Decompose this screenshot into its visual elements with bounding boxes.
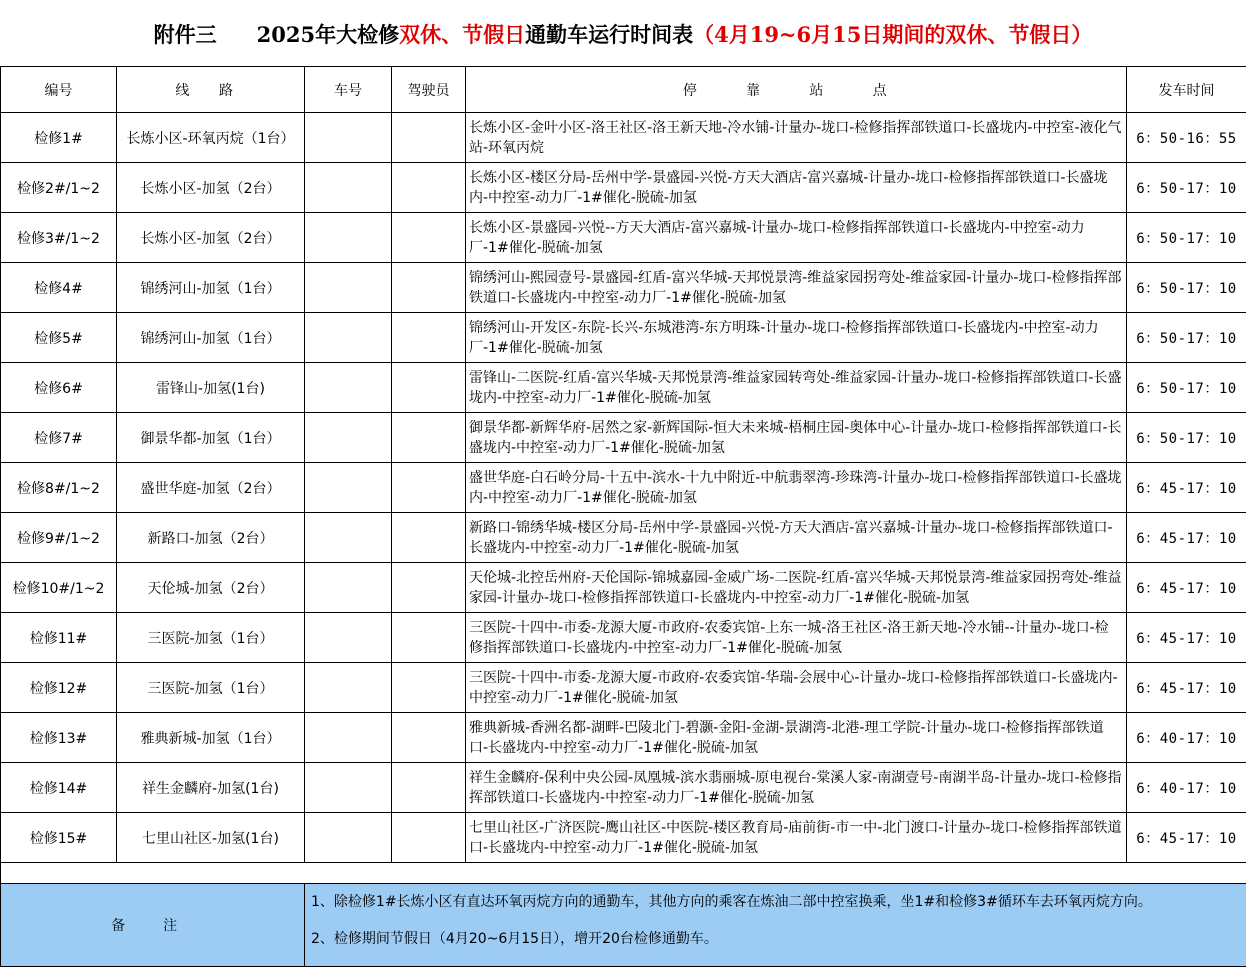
cell-driver (392, 613, 466, 663)
cell-stops: 长炼小区-金叶小区-洛王社区-洛王新天地-冷水铺-计量办-垅口-检修指挥部铁道口-长盛垅内-中控室-液化气站-环氧丙烷 (466, 113, 1127, 163)
cell-car (305, 163, 392, 213)
spacer-row (1, 863, 1246, 884)
cell-stops: 御景华都-新辉华府-居然之家-新辉国际-恒大未来城-梧桐庄园-奥体中心-计量办-垅口-检修指挥部铁道口-长盛垅内-中控室-动力厂-1#催化-脱硫-加氢 (466, 413, 1127, 463)
table-row (1, 213, 1246, 263)
cell-car (305, 663, 392, 713)
cell-time: 6：50-17：10 (1127, 163, 1246, 213)
table-row (1, 763, 1246, 813)
cell-route: 三医院-加氢（1台） (117, 613, 305, 663)
cell-driver (392, 813, 466, 863)
cell-driver (392, 763, 466, 813)
title-part4-red: （4月19~6月15日期间的双休、节假日） (693, 22, 1092, 47)
cell-no: 检修9#/1~2 (1, 513, 117, 563)
schedule-table (0, 66, 1246, 967)
header-route: 线 路 (117, 67, 305, 113)
cell-car (305, 813, 392, 863)
cell-route: 长炼小区-加氢（2台） (117, 213, 305, 263)
cell-no: 检修2#/1~2 (1, 163, 117, 213)
table-row (1, 813, 1246, 863)
table-row (1, 263, 1246, 313)
cell-no: 检修13# (1, 713, 117, 763)
cell-driver (392, 563, 466, 613)
cell-car (305, 563, 392, 613)
cell-no: 检修3#/1~2 (1, 213, 117, 263)
cell-route: 雅典新城-加氢（1台） (117, 713, 305, 763)
cell-stops: 新路口-锦绣华城-楼区分局-岳州中学-景盛园-兴悦-方天大酒店-富兴嘉城-计量办-垅口-检修指挥部铁道口-长盛垅内-中控室-动力厂-1#催化-脱硫-加氢 (466, 513, 1127, 563)
cell-car (305, 313, 392, 363)
cell-stops: 雷锋山-二医院-红盾-富兴华城-天邦悦景湾-维益家园转弯处-维益家园-计量办-垅口-检修指挥部铁道口-长盛垅内-中控室-动力厂-1#催化-脱硫-加氢 (466, 363, 1127, 413)
cell-stops: 三医院-十四中-市委-龙源大厦-市政府-农委宾馆-上东一城-洛王社区-洛王新天地-冷水铺--计量办-垅口-检修指挥部铁道口-长盛垅内-中控室-动力厂-1#催化-脱硫-加氢 (466, 613, 1127, 663)
table-row (1, 513, 1246, 563)
header-row (1, 67, 1246, 113)
cell-car (305, 613, 392, 663)
cell-driver (392, 313, 466, 363)
cell-no: 检修5# (1, 313, 117, 363)
cell-route: 锦绣河山-加氢（1台） (117, 313, 305, 363)
cell-car (305, 363, 392, 413)
cell-driver (392, 363, 466, 413)
header-car: 车号 (305, 67, 392, 113)
title-part1: 2025年大检修 (257, 22, 399, 47)
notes-content (305, 884, 1246, 967)
notes-label: 备 注 (1, 884, 305, 967)
table-row (1, 113, 1246, 163)
header-time: 发车时间 (1127, 67, 1246, 113)
cell-no: 检修15# (1, 813, 117, 863)
table-row (1, 313, 1246, 363)
cell-driver (392, 213, 466, 263)
table-row (1, 663, 1246, 713)
cell-car (305, 763, 392, 813)
cell-route: 雷锋山-加氢(1台) (117, 363, 305, 413)
cell-route: 长炼小区-加氢（2台） (117, 163, 305, 213)
table-row (1, 613, 1246, 663)
cell-driver (392, 663, 466, 713)
cell-time: 6：45-17：10 (1127, 563, 1246, 613)
cell-time: 6：40-17：10 (1127, 763, 1246, 813)
cell-driver (392, 113, 466, 163)
cell-time: 6：50-17：10 (1127, 213, 1246, 263)
cell-stops: 锦绣河山-熙园壹号-景盛园-红盾-富兴华城-天邦悦景湾-维益家园拐弯处-维益家园-计量办-垅口-检修指挥部铁道口-长盛垅内-中控室-动力厂-1#催化-脱硫-加氢 (466, 263, 1127, 313)
cell-driver (392, 163, 466, 213)
cell-stops: 锦绣河山-开发区-东院-长兴-东城港湾-东方明珠-计量办-垅口-检修指挥部铁道口-长盛垅内-中控室-动力厂-1#催化-脱硫-加氢 (466, 313, 1127, 363)
title-prefix: 附件三 (154, 22, 217, 47)
table-row (1, 713, 1246, 763)
cell-time: 6：45-17：10 (1127, 663, 1246, 713)
cell-route: 天伦城-加氢（2台） (117, 563, 305, 613)
cell-car (305, 213, 392, 263)
cell-route: 长炼小区-环氧丙烷（1台） (117, 113, 305, 163)
cell-car (305, 513, 392, 563)
cell-no: 检修7# (1, 413, 117, 463)
cell-time: 6：40-17：10 (1127, 713, 1246, 763)
cell-time: 6：50-17：10 (1127, 413, 1246, 463)
cell-no: 检修10#/1~2 (1, 563, 117, 613)
cell-driver (392, 513, 466, 563)
cell-no: 检修8#/1~2 (1, 463, 117, 513)
cell-route: 七里山社区-加氢(1台) (117, 813, 305, 863)
table-row (1, 563, 1246, 613)
cell-driver (392, 463, 466, 513)
cell-route: 御景华都-加氢（1台） (117, 413, 305, 463)
cell-driver (392, 263, 466, 313)
cell-route: 三医院-加氢（1台） (117, 663, 305, 713)
cell-no: 检修12# (1, 663, 117, 713)
cell-stops: 长炼小区-楼区分局-岳州中学-景盛园-兴悦-方天大酒店-富兴嘉城-计量办-垅口-检修指挥部铁道口-长盛垅内-中控室-动力厂-1#催化-脱硫-加氢 (466, 163, 1127, 213)
page-title (0, 0, 1246, 66)
cell-no: 检修6# (1, 363, 117, 413)
cell-driver (392, 713, 466, 763)
cell-stops: 天伦城-北控岳州府-天伦国际-锦城嘉园-金威广场-二医院-红盾-富兴华城-天邦悦景湾-维益家园拐弯处-维益家园-计量办-垅口-检修指挥部铁道口-长盛垅内-中控室-动力厂-1#催化-脱硫-加氢 (466, 563, 1127, 613)
cell-time: 6：50-17：10 (1127, 313, 1246, 363)
cell-route: 新路口-加氢（2台） (117, 513, 305, 563)
cell-car (305, 713, 392, 763)
table-row (1, 363, 1246, 413)
cell-no: 检修1# (1, 113, 117, 163)
header-stops: 停 靠 站 点 (466, 67, 1127, 113)
cell-time: 6：50-17：10 (1127, 363, 1246, 413)
cell-car (305, 263, 392, 313)
title-part3: 通勤车运行时间表 (525, 22, 693, 47)
notes-row (1, 884, 1246, 967)
cell-stops: 雅典新城-香洲名都-湖畔-巴陵北门-碧灏-金阳-金湖-景湖湾-北港-理工学院-计量办-垅口-检修指挥部铁道口-长盛垅内-中控室-动力厂-1#催化-脱硫-加氢 (466, 713, 1127, 763)
header-no: 编号 (1, 67, 117, 113)
note-line: 2、检修期间节假日（4月20~6月15日），增开20台检修通勤车。 (311, 929, 1242, 966)
cell-no: 检修4# (1, 263, 117, 313)
table-row (1, 463, 1246, 513)
cell-route: 祥生金麟府-加氢(1台) (117, 763, 305, 813)
cell-stops: 盛世华庭-白石岭分局-十五中-滨水-十九中附近-中航翡翠湾-珍珠湾-计量办-垅口-检修指挥部铁道口-长盛垅内-中控室-动力厂-1#催化-脱硫-加氢 (466, 463, 1127, 513)
cell-car (305, 113, 392, 163)
cell-driver (392, 413, 466, 463)
table-row (1, 163, 1246, 213)
cell-time: 6：45-17：10 (1127, 463, 1246, 513)
cell-time: 6：50-17：10 (1127, 263, 1246, 313)
cell-route: 盛世华庭-加氢（2台） (117, 463, 305, 513)
cell-no: 检修11# (1, 613, 117, 663)
header-driver: 驾驶员 (392, 67, 466, 113)
cell-time: 6：45-17：10 (1127, 513, 1246, 563)
note-line: 1、除检修1#长炼小区有直达环氧丙烷方向的通勤车，其他方向的乘客在炼油二部中控室换乘，坐1#和检修3#循环车去环氧丙烷方向。 (311, 892, 1242, 929)
cell-time: 6：45-17：10 (1127, 613, 1246, 663)
cell-stops: 三医院-十四中-市委-龙源大厦-市政府-农委宾馆-华瑞-会展中心-计量办-垅口-检修指挥部铁道口-长盛垅内-中控室-动力厂-1#催化-脱硫-加氢 (466, 663, 1127, 713)
table-row (1, 413, 1246, 463)
cell-stops: 祥生金麟府-保利中央公园-凤凰城-滨水翡丽城-原电视台-棠溪人家-南湖壹号-南湖半岛-计量办-垅口-检修指挥部铁道口-长盛垅内-中控室-动力厂-1#催化-脱硫-加氢 (466, 763, 1127, 813)
cell-car (305, 413, 392, 463)
title-part2-red: 双休、节假日 (399, 22, 525, 47)
cell-car (305, 463, 392, 513)
cell-stops: 七里山社区-广济医院-鹰山社区-中医院-楼区教育局-庙前街-市一中-北门渡口-计量办-垅口-检修指挥部铁道口-长盛垅内-中控室-动力厂-1#催化-脱硫-加氢 (466, 813, 1127, 863)
cell-time: 6：45-17：10 (1127, 813, 1246, 863)
cell-time: 6：50-16：55 (1127, 113, 1246, 163)
cell-stops: 长炼小区-景盛园-兴悦--方天大酒店-富兴嘉城-计量办-垅口-检修指挥部铁道口-长盛垅内-中控室-动力厂-1#催化-脱硫-加氢 (466, 213, 1127, 263)
cell-route: 锦绣河山-加氢（1台） (117, 263, 305, 313)
cell-no: 检修14# (1, 763, 117, 813)
